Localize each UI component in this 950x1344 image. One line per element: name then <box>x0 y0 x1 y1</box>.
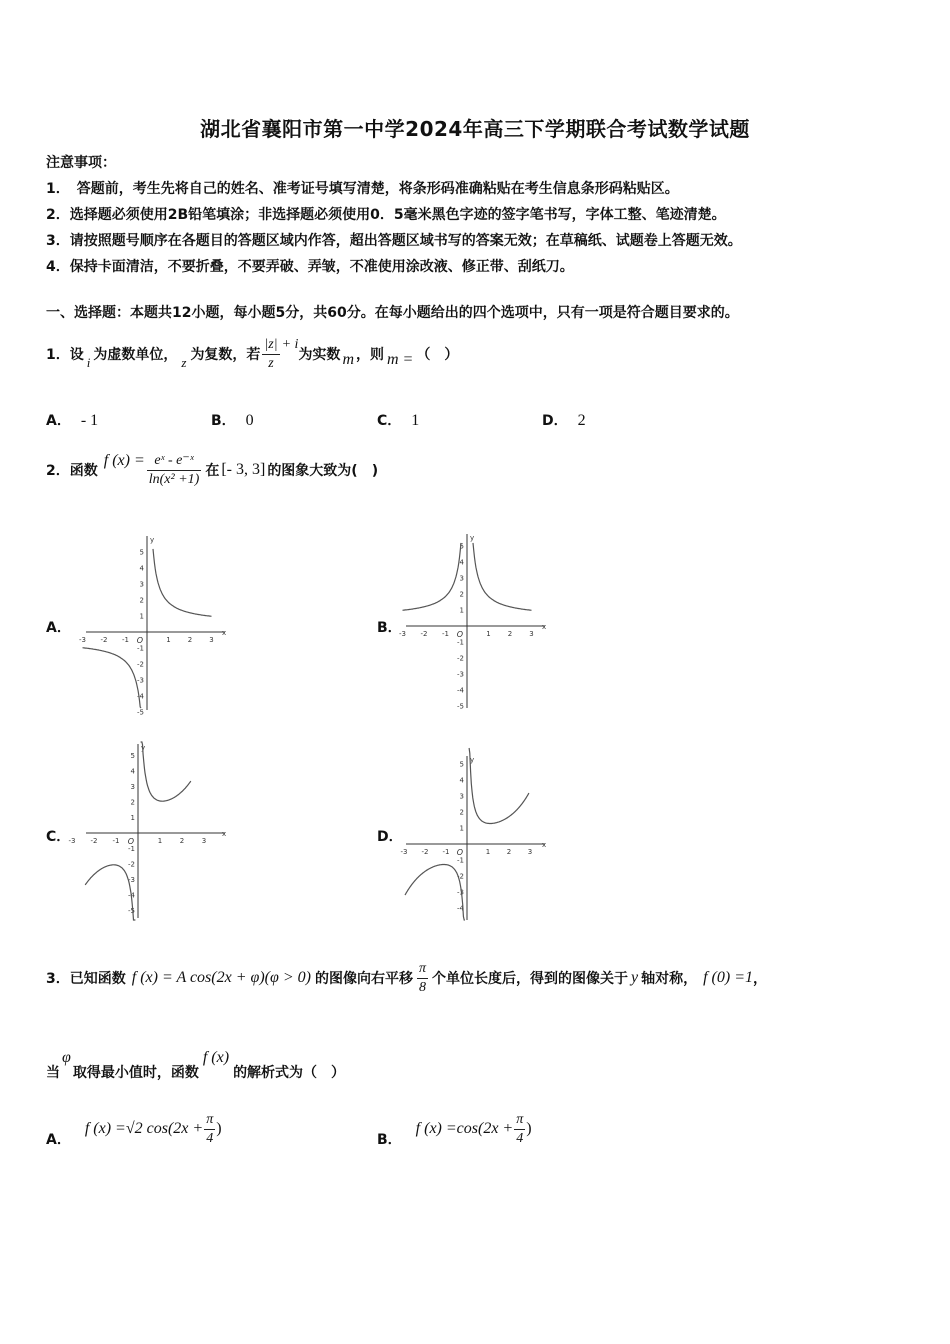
x-tick-label: -1 <box>112 837 120 845</box>
x-tick-label: 1 <box>486 630 491 638</box>
q1-fraction <box>262 336 279 373</box>
q1-option-b-label: B． <box>211 413 236 429</box>
q2-graph-c <box>68 738 230 923</box>
x-tick-label: 2 <box>187 636 193 644</box>
origin-label: O <box>136 636 143 645</box>
y-tick-label: -5 <box>128 907 135 915</box>
y-tick-label: 4 <box>459 558 464 567</box>
x-tick-label: 3 <box>529 630 534 638</box>
question-2 <box>46 444 378 496</box>
q1-option-d[interactable] <box>542 410 586 430</box>
q1-var-m: m <box>342 351 354 368</box>
x-tick-label: 2 <box>507 630 513 638</box>
y-tick-label: -1 <box>137 644 144 653</box>
question-3-line-2 <box>46 1044 345 1084</box>
q3-line2-text-1: 当 <box>46 1065 60 1081</box>
q3-phi: φ <box>62 1049 71 1066</box>
x-tick-label: -1 <box>122 636 129 644</box>
y-tick-label: 5 <box>459 542 464 551</box>
y-tick-label: 5 <box>130 752 135 760</box>
q1-frac-num: |z| <box>262 336 279 355</box>
origin-label: O <box>456 630 463 639</box>
section-heading: 一、选择题：本题共12小题，每小题5分，共60分。在每小题给出的四个选项中，只有一项是符合题目要求的。 <box>46 305 739 321</box>
y-tick-label: -1 <box>457 638 464 647</box>
x-tick-label: 1 <box>166 636 171 644</box>
q3-option-a-label: A． <box>46 1132 71 1148</box>
y-tick-label: -3 <box>457 888 464 897</box>
x-tick-label: -2 <box>100 636 108 644</box>
q2-graph-d <box>400 738 550 923</box>
q1-text-2: 为虚数单位， <box>93 347 178 363</box>
y-tick-label: -2 <box>457 872 464 881</box>
curve-right <box>469 748 529 824</box>
question-1 <box>46 326 458 382</box>
q1-text-1: 1．设 <box>46 347 84 363</box>
q3-line2-text-2: 取得最小值时，函数 <box>72 1065 199 1081</box>
q1-text-5: ，则 <box>356 347 384 363</box>
curve-right <box>153 549 212 616</box>
q1-option-c-value: 1 <box>411 412 420 429</box>
origin-label: O <box>127 837 134 846</box>
q1-frac-den: z <box>268 355 274 371</box>
q1-option-a[interactable] <box>46 410 98 430</box>
y-tick-label: 3 <box>459 792 464 801</box>
y-tick-label: 1 <box>459 606 464 615</box>
curve-left <box>405 865 465 921</box>
x-axis-label: x <box>222 830 227 838</box>
x-tick-label: -3 <box>400 848 408 856</box>
x-tick-label: -2 <box>421 848 429 856</box>
q3-option-a-expr: f (x) =√2 cos(2x + <box>84 1120 204 1137</box>
y-tick-label: -3 <box>128 876 135 884</box>
q3-option-b[interactable] <box>377 1104 532 1154</box>
q2-frac-num: eˣ - e⁻ˣ <box>147 452 202 471</box>
q3-option-b-frac-num: π <box>514 1111 525 1130</box>
y-tick-label: -5 <box>137 708 144 717</box>
q3-text-5: ， <box>753 971 768 987</box>
q3-fx: f (x) <box>202 1049 230 1066</box>
y-tick-label: 4 <box>139 564 144 573</box>
q2-text-3: 的图象大致为( ) <box>267 463 379 479</box>
q1-text-3: 为复数，若 <box>190 347 261 363</box>
notice-item-1: 1． 答题前，考生先将自己的姓名、准考证号填写清楚，将条形码准确粘贴在考生信息条形码粘贴区。 <box>46 181 679 197</box>
q3-option-a-close: ) <box>216 1120 222 1137</box>
x-tick-label: 3 <box>201 837 207 845</box>
notice-item-3: 3．请按照题号顺序在各题目的答题区域内作答，超出答题区域书写的答案无效；在草稿纸、试题卷上答题无效。 <box>46 233 742 249</box>
curve-right <box>473 543 532 610</box>
y-axis-label: y <box>150 536 155 544</box>
curve-left <box>403 543 462 610</box>
q3-line2-text-3: 的解析式为（ ） <box>233 1065 346 1081</box>
y-tick-label: 3 <box>130 783 135 791</box>
q3-option-a-frac-den: 4 <box>206 1130 214 1146</box>
q3-option-a-frac-num: π <box>204 1111 215 1130</box>
y-tick-label: -4 <box>128 891 135 900</box>
y-tick-label: 1 <box>130 814 135 822</box>
q2-option-d-label[interactable]: D． <box>377 829 403 845</box>
y-tick-label: 2 <box>459 590 464 599</box>
q1-option-c[interactable] <box>377 410 419 430</box>
y-tick-label: 4 <box>130 767 135 776</box>
x-axis-label: x <box>542 841 547 849</box>
q3-text-3: 个单位长度后，得到的图像关于 <box>432 971 628 987</box>
y-tick-label: -4 <box>137 692 144 701</box>
q1-plus-i: + i <box>281 337 299 352</box>
y-tick-label: 2 <box>459 808 464 817</box>
q1-option-d-value: 2 <box>577 412 586 429</box>
q3-option-a-fraction <box>204 1111 215 1148</box>
y-axis-label: y <box>470 756 475 764</box>
q1-option-b-value: 0 <box>245 412 254 429</box>
question-3 <box>46 950 767 1006</box>
y-tick-label: 4 <box>459 776 464 785</box>
y-tick-label: 3 <box>139 580 144 589</box>
q1-var-z: z <box>181 355 187 370</box>
q1-text-6: （ ） <box>416 347 459 363</box>
q2-graph-b <box>400 528 550 713</box>
q2-option-c-label[interactable]: C． <box>46 829 71 845</box>
x-tick-label: 2 <box>506 848 512 856</box>
y-tick-label: -4 <box>457 904 464 913</box>
x-axis-label: x <box>542 623 547 631</box>
q3-fraction <box>417 960 428 997</box>
x-tick-label: -3 <box>79 636 86 644</box>
y-tick-label: -2 <box>137 660 144 669</box>
curve-right <box>141 742 191 801</box>
q2-text-1: 2．函数 <box>46 463 98 479</box>
q3-var-y: y <box>631 969 639 986</box>
x-tick-label: -1 <box>442 848 450 856</box>
y-tick-label: 2 <box>130 798 135 807</box>
q3-text-4: 轴对称， <box>641 971 698 987</box>
q2-fraction <box>147 452 202 489</box>
q3-text-2: 的图像向右平移 <box>314 971 413 987</box>
y-tick-label: -5 <box>457 702 464 711</box>
y-tick-label: 1 <box>139 612 144 621</box>
q2-text-2: 在 <box>205 463 220 479</box>
q2-graph-a <box>79 528 230 717</box>
q2-interval: [- 3, 3] <box>221 461 266 478</box>
y-tick-label: 5 <box>139 548 144 557</box>
q2-fx: f (x) = <box>103 452 145 469</box>
x-tick-label: -2 <box>90 837 98 845</box>
q1-option-c-label: C． <box>377 413 402 429</box>
x-tick-label: 3 <box>527 848 533 856</box>
y-tick-label: -3 <box>137 676 144 685</box>
x-tick-label: 3 <box>209 636 214 644</box>
q1-option-a-label: A． <box>46 413 71 429</box>
q3-option-a[interactable] <box>46 1104 222 1154</box>
q1-text-4: 为实数 <box>298 347 341 363</box>
q1-option-b[interactable] <box>211 410 254 430</box>
q3-text-1: 3．已知函数 <box>46 971 126 987</box>
y-axis-label: y <box>141 744 146 752</box>
x-tick-label: 1 <box>157 837 163 845</box>
q2-frac-den: ln(x² +1) <box>148 471 200 487</box>
y-tick-label: 2 <box>139 596 144 605</box>
y-tick-label: -1 <box>128 845 135 853</box>
origin-label: O <box>456 848 463 857</box>
x-tick-label: 1 <box>485 848 491 856</box>
q3-option-b-expr: f (x) =cos(2x + <box>415 1120 514 1137</box>
q1-var-i: i <box>86 355 91 370</box>
q3-function: f (x) = A cos(2x + φ)(φ > 0) <box>131 969 311 986</box>
y-axis-label: y <box>470 534 475 542</box>
x-tick-label: 2 <box>179 837 185 845</box>
y-tick-label: -2 <box>457 654 464 663</box>
q1-option-a-value: - 1 <box>80 412 99 429</box>
y-tick-label: -1 <box>457 856 464 865</box>
x-axis-label: x <box>222 629 227 637</box>
notice-heading: 注意事项： <box>46 155 116 171</box>
notice-item-2: 2．选择题必须使用2B铅笔填涂；非选择题必须使用0．5毫米黑色字迹的签字笔书写，字体工整、笔迹清楚。 <box>46 207 726 223</box>
x-tick-label: -3 <box>399 630 406 638</box>
q3-f0: f (0) =1 <box>703 969 754 986</box>
q3-frac-den: 8 <box>418 979 426 995</box>
q1-option-d-label: D． <box>542 413 568 429</box>
q1-m-equals: m = <box>387 351 414 368</box>
x-tick-label: -1 <box>442 630 449 638</box>
y-tick-label: -4 <box>457 686 464 695</box>
y-tick-label: 1 <box>459 824 464 833</box>
q2-option-b-label[interactable]: B． <box>377 620 402 636</box>
notice-item-4: 4．保持卡面清洁，不要折叠，不要弄破、弄皱，不准使用涂改液、修正带、刮纸刀。 <box>46 259 574 275</box>
y-tick-label: 5 <box>459 760 464 769</box>
x-tick-label: -2 <box>420 630 428 638</box>
y-tick-label: -2 <box>128 860 135 869</box>
curve-left <box>83 648 142 708</box>
x-tick-label: -3 <box>68 837 76 845</box>
q3-frac-num: π <box>417 960 428 979</box>
q2-option-a-label[interactable]: A． <box>46 620 71 636</box>
q3-option-b-fraction <box>514 1111 525 1148</box>
q3-option-b-close: ) <box>526 1120 532 1137</box>
q3-option-b-frac-den: 4 <box>516 1130 524 1146</box>
y-tick-label: -3 <box>457 670 464 679</box>
page-title: 湖北省襄阳市第一中学2024年高三下学期联合考试数学试题 <box>200 117 750 141</box>
q3-option-b-label: B． <box>377 1132 402 1148</box>
y-tick-label: 3 <box>459 574 464 583</box>
